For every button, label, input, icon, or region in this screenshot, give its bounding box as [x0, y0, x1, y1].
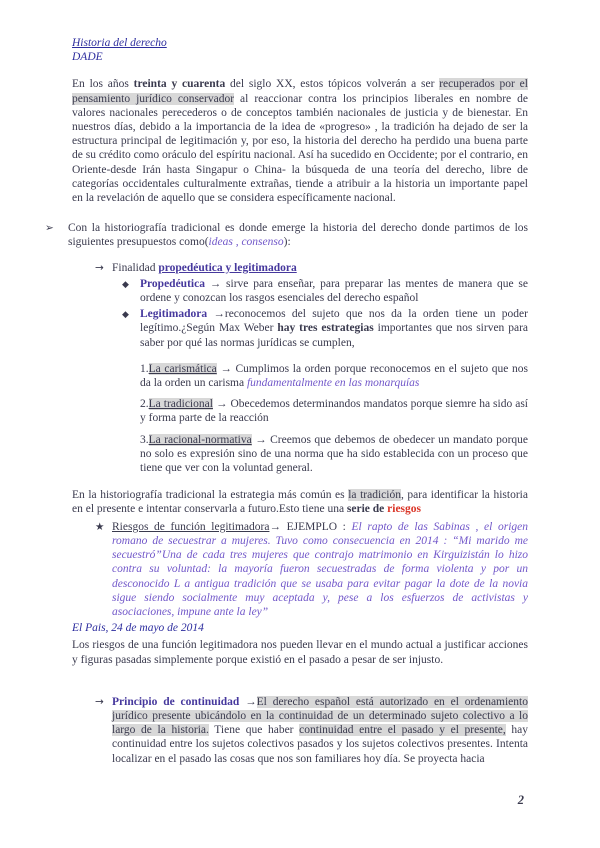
text-run: → EJEMPLO :	[269, 520, 352, 533]
text-run: al reaccionar contra los principios liberales en nombre de valores nacionales perecederos o de conceptos también nacionales de justicia y de bienestar. En nuestros días, debido a la importancia de la idea de «progreso» , la tradición ha dejado de ser la estructura principal de legitimación y, por eso, la historia del derecho ha perdido una buena parte de su crédito como oráculo del espíritu nacional. Así ha sucedido en Occidente; por el contrario, en Oriente-desde Irán hasta Singapur o China- la búsqueda de una teoría del derecho, libre de categorías occidentales culturalmente extrañas, tiende a atribuir a la historia un importante papel en la revelación de aquello que se considera específicamente nacional.	[72, 92, 529, 205]
text-run: continuidad entre el pasado y el presente,	[299, 724, 506, 737]
diamond-bullet-icon: ◆	[122, 279, 129, 290]
paragraph-riesgos-conclusion	[72, 638, 528, 666]
text-run: El derecho español está autorizado en el ordenamiento jurídico presente ubicándolo en la continuidad de un determinado sujeto colectivo a lo largo de la historia.	[112, 695, 528, 737]
text-content	[68, 221, 528, 249]
arrow-bullet-icon: →	[95, 261, 104, 274]
text-run: hay continuidad entre los sujetos colectivos pasados y los sujetos colectivos presentes. Intenta localizar en el pasado las cosas que nos son familiares hoy día. Se proyecta hacia	[112, 724, 528, 765]
bullet-historiografia-tradicional	[45, 221, 528, 249]
source-citation	[72, 621, 528, 635]
star-bullet-icon: ★	[95, 520, 105, 533]
bullet-principio-continuidad	[95, 695, 528, 766]
text-run: treinta y cuarenta	[133, 78, 226, 91]
text-run: riesgos	[387, 503, 422, 516]
bullet-propedeutica	[122, 277, 528, 305]
text-content	[72, 78, 528, 204]
text-run: Riesgos de función legitimadora	[112, 520, 270, 533]
text-run: → Obecedemos determinandos mandatos porque siemre ha sido así y forma parte de la reacción	[140, 398, 528, 425]
text-run: La racional-normativa	[148, 433, 252, 446]
document-header	[72, 36, 528, 64]
text-run: La tradicional	[148, 398, 213, 411]
text-run: la tradición	[348, 489, 401, 502]
text-content	[112, 261, 528, 275]
text-run: 1.	[140, 362, 149, 375]
text-run: El rapto de las Sabinas , el origen romano de secuestrar a mujeres. Tuvo como consecuencia en 2014 : “Mi marido me secuestró”Una de cada tres mujeres que contrajo matrimonio en Kirguizistán lo hizo contra su voluntad: la mayoría fueron secuestradas de forma violenta y por un desconocido L a antigua tradición que se usaba para evitar pagar la dote de la novia sigue siendo socialmente muy aceptada y, pese a los esfuerzos de activistas y asociaciones, impune ante la ley”	[112, 520, 528, 618]
bullet-finalidad	[95, 261, 528, 275]
text-run: → sirve para enseñar, para preparar las mentes de manera que se ordene y conozcan los rasgos esenciales del derecho español	[140, 277, 528, 305]
text-run: propedéutica y legitimadora	[158, 261, 297, 274]
text-run: Principio de continuidad	[112, 695, 240, 708]
estrategia-carismatica	[140, 362, 528, 390]
text-content	[72, 639, 528, 665]
bullet-riesgos-ejemplo	[95, 520, 528, 619]
text-run: serie de	[346, 503, 388, 516]
course-subtitle: DADE	[72, 51, 103, 64]
text-run: Los riesgos de una función legitimadora nos pueden llevar en el mundo actual a justificar acciones y figuras pasadas simplemente porque existió en el pasado a pesar de ser injusto.	[72, 639, 528, 666]
bullet-legitimadora	[122, 307, 528, 350]
text-run: Propedéutica	[140, 277, 205, 290]
diamond-bullet-icon: ◆	[122, 310, 129, 321]
text-run: → Cumplimos la orden porque reconocemos en el sujeto que nos da la orden un carisma	[140, 362, 528, 390]
text-run: Finalidad	[112, 261, 159, 274]
page-footer	[518, 793, 524, 808]
text-run: La carismática	[148, 362, 217, 375]
text-run: recuperados por el pensamiento jurídico conservador	[72, 78, 528, 105]
course-title: Historia del derecho	[72, 37, 167, 49]
text-content	[140, 307, 528, 350]
text-run: del siglo XX, estos tópicos volverán a ser	[225, 78, 440, 91]
text-run: importantes que nos sirven para saber por qué las normas jurídicas se cumplen,	[140, 322, 529, 349]
text-run: 2.	[140, 398, 149, 411]
arrowhead-bullet-icon: ➢	[45, 222, 54, 235]
paragraph-estrategia-comun	[72, 488, 528, 516]
text-run: hay tres estrategias	[277, 322, 374, 335]
text-run: →reconocemos del sujeto que nos da la orden tiene un poder legítimo.¿Según Max Weber	[140, 308, 528, 335]
text-run: El Pais, 24 de mayo de 2014	[72, 622, 204, 635]
text-run: Tiene que haber	[208, 724, 300, 737]
arrow-bullet-icon: →	[95, 695, 104, 708]
text-content	[112, 520, 528, 619]
text-content	[140, 277, 528, 305]
text-run: 3.	[140, 433, 149, 446]
document-body	[45, 77, 529, 765]
text-run: →	[239, 695, 257, 708]
text-content	[112, 695, 528, 766]
intro-paragraph	[72, 77, 528, 205]
text-run: , para identificar la historia en el presente e intentar conservarla a futuro.Esto tiene una	[72, 489, 528, 516]
estrategia-tradicional	[140, 397, 528, 425]
text-run: ideas , consenso	[208, 236, 284, 249]
text-content	[72, 622, 204, 634]
text-run: ):	[283, 236, 291, 249]
text-content	[72, 489, 528, 515]
text-run: Con la historiografía tradicional es donde emerge la historia del derecho donde partimos de los siguientes presupuestos como(	[68, 222, 528, 249]
text-run: En los años	[72, 78, 134, 91]
text-run: Legitimadora	[140, 308, 208, 321]
text-run: En la historiografía tradicional la estrategia más común es	[72, 489, 349, 502]
text-content	[140, 398, 528, 424]
text-run: fundamentalmente en las monarquías	[246, 377, 420, 390]
text-content	[140, 434, 528, 474]
page-number: 2	[517, 792, 524, 807]
text-content	[140, 363, 528, 389]
estrategia-racional-normativa	[140, 433, 528, 476]
text-run: → Creemos que debemos de obedecer un mandato porque no solo es expresión sino de una norma que ha sido establecida con un proceso que tiene que ver con la voluntad general.	[140, 433, 528, 475]
